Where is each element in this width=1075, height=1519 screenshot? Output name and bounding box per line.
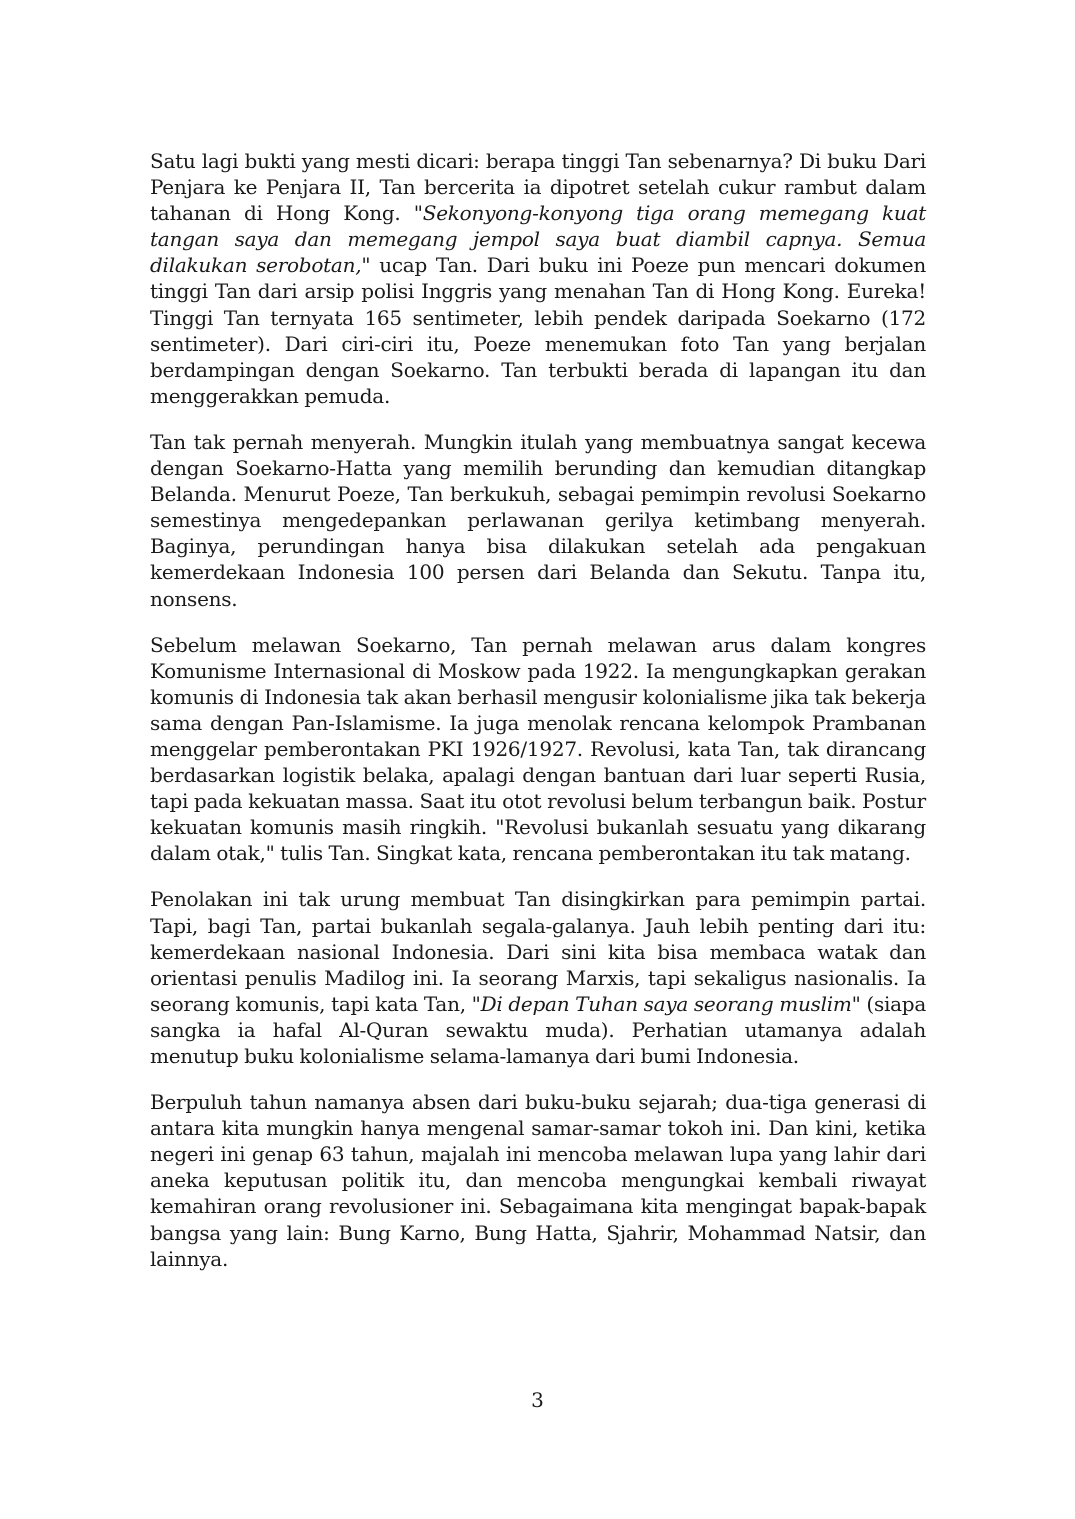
paragraph bbox=[150, 148, 926, 409]
paragraph bbox=[150, 1089, 926, 1272]
page-number: 3 bbox=[531, 1388, 544, 1412]
paragraph bbox=[150, 429, 926, 612]
italic-quote: Di depan Tuhan saya seorang muslim bbox=[480, 991, 852, 1016]
text-run: Penolakan ini tak urung membuat Tan disingkirkan para pemimpin partai. Tapi, bagi Tan, partai bukanlah segala-galanya. Jauh lebih penting dari itu: kemerdekaan nasional Indonesia. Dari sini kita bisa membaca watak dan orientasi penulis Madilog ini. Ia seorang Marxis, tapi sekaligus nasionalis. Ia seorang komunis, tapi kata Tan, " bbox=[150, 887, 926, 1016]
text-run: Sebelum melawan Soekarno, Tan pernah melawan arus dalam kongres Komunisme Internasional di Moskow pada 1922. Ia mengungkapkan gerakan komunis di Indonesia tak akan berhasil mengusir kolonialisme jika tak bekerja sama dengan Pan-Islamisme. Ia juga menolak rencana kelompok Prambanan menggelar pemberontakan PKI 1926/1927. Revolusi, kata Tan, tak dirancang berdasarkan logistik belaka, apalagi dengan bantuan dari luar seperti Rusia, tapi pada kekuatan massa. Saat itu otot revolusi belum terbangun baik. Postur kekuatan komunis masih ringkih. "Revolusi bukanlah sesuatu yang dikarang dalam otak," tulis Tan. Singkat kata, rencana pemberontakan itu tak matang. bbox=[150, 632, 926, 866]
italic-quote: Sekonyong-konyong tiga orang memegang kuat tangan saya dan memegang jempol saya buat diambil capnya. Semua dilakukan serobotan, bbox=[150, 201, 926, 278]
page-body bbox=[150, 148, 926, 1292]
paragraph bbox=[150, 632, 926, 867]
text-run: " (siapa sangka ia hafal Al-Quran sewaktu muda). Perhatian utamanya adalah menutup buku kolonialisme selama-lamanya dari bumi Indonesia. bbox=[150, 991, 927, 1068]
text-run: " ucap Tan. Dari buku ini Poeze pun mencari dokumen tinggi Tan dari arsip polisi Inggris yang menahan Tan di Hong Kong. Eureka! Tinggi Tan ternyata 165 sentimeter, lebih pendek daripada Soekarno (172 sentimeter). Dari ciri-ciri itu, Poeze menemukan foto Tan yang berjalan berdampingan dengan Soekarno. Tan terbukti berada di lapangan itu dan menggerakkan pemuda. bbox=[150, 253, 927, 408]
text-run: Berpuluh tahun namanya absen dari buku-buku sejarah; dua-tiga generasi di antara kita mungkin hanya mengenal samar-samar tokoh ini. Dan kini, ketika negeri ini genap 63 tahun, majalah ini mencoba melawan lupa yang lahir dari aneka keputusan politik itu, dan mencoba mengungkai kembali riwayat kemahiran orang revolusioner ini. Sebagaimana kita mengingat bapak-bapak bangsa yang lain: Bung Karno, Bung Hatta, Sjahrir, Mohammad Natsir, dan lainnya. bbox=[150, 1090, 926, 1271]
paragraph bbox=[150, 886, 926, 1069]
text-run: Satu lagi bukti yang mesti dicari: berapa tinggi Tan sebenarnya? Di buku Dari Penjara ke Penjara II, Tan bercerita ia dipotret setelah cukur rambut dalam tahanan di Hong Kong. " bbox=[150, 149, 926, 226]
text-run: Tan tak pernah menyerah. Mungkin itulah yang membuatnya sangat kecewa dengan Soekarno-Hatta yang memilih berunding dan kemudian ditangkap Belanda. Menurut Poeze, Tan berkukuh, sebagai pemimpin revolusi Soekarno semestinya mengedepankan perlawanan gerilya ketimbang menyerah. Baginya, perundingan hanya bisa dilakukan setelah ada pengakuan kemerdekaan Indonesia 100 persen dari Belanda dan Sekutu. Tanpa itu, nonsens. bbox=[150, 429, 926, 611]
